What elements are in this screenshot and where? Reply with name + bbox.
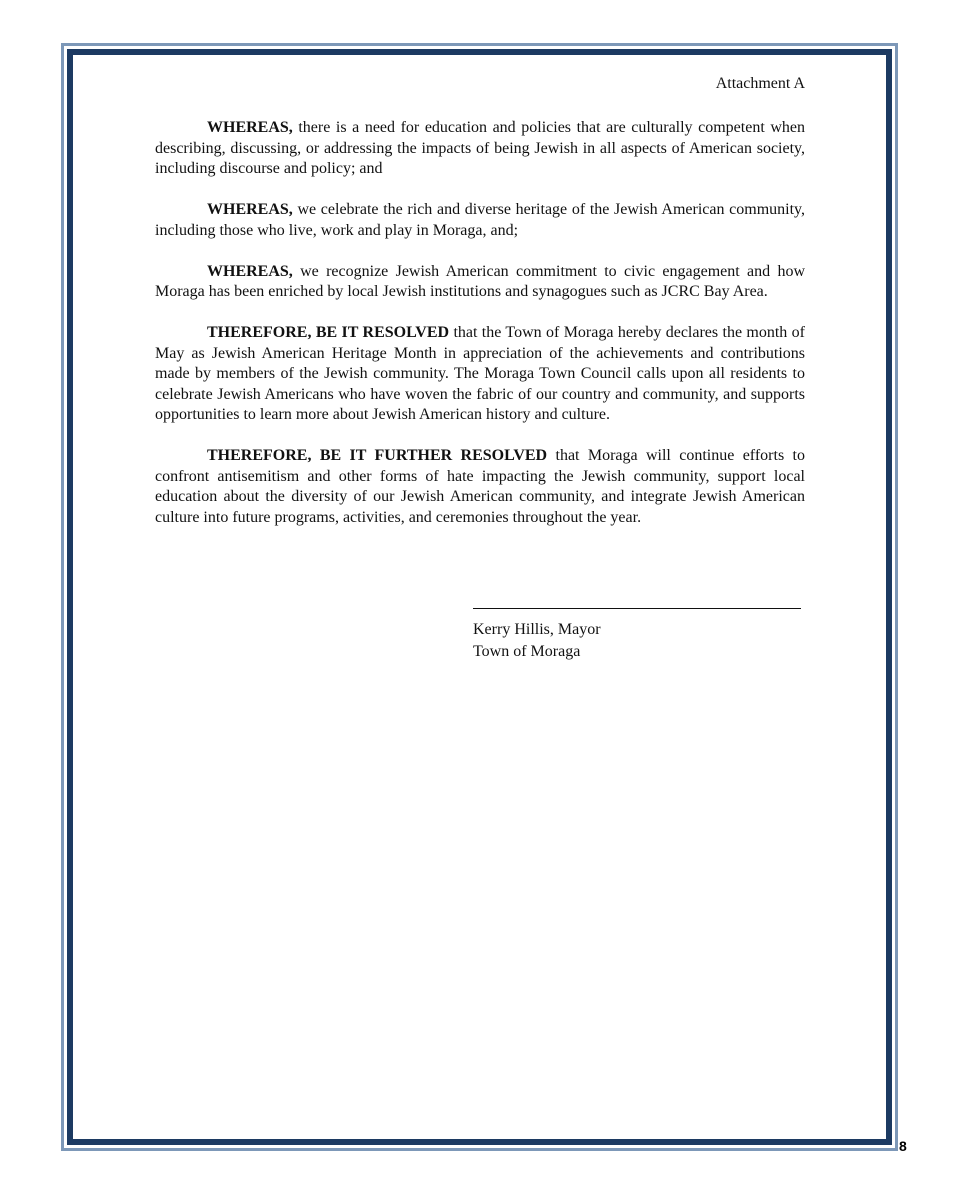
paragraph-lead: WHEREAS, bbox=[207, 262, 293, 280]
paragraph-text: there is a need for education and policies that are culturally competent when describing, discussing, or addressing the impacts of being Jewish in all aspects of American society, including discourse and policy; and bbox=[155, 119, 805, 177]
whereas-paragraph-civic bbox=[155, 262, 805, 303]
signature-line bbox=[473, 608, 801, 609]
paragraph-lead: WHEREAS, bbox=[207, 119, 293, 136]
signer-name-title: Kerry Hillis, Mayor bbox=[473, 621, 601, 638]
paragraph-lead: THEREFORE, BE IT RESOLVED bbox=[207, 324, 450, 341]
attachment-label: Attachment A bbox=[715, 75, 805, 92]
paragraph-text: that Moraga will continue efforts to confront antisemitism and other forms of hate impacting the Jewish community, support local education about the diversity of our Jewish American community, and integrate Jewish American culture into future programs, activities, and ceremonies throughout the year. bbox=[155, 447, 805, 526]
page-number: 8 bbox=[899, 1138, 907, 1154]
whereas-paragraph-education bbox=[155, 118, 805, 180]
signature-block bbox=[473, 608, 803, 663]
signer-organization: Town of Moraga bbox=[473, 643, 581, 660]
paragraph-lead: THEREFORE, BE IT FURTHER RESOLVED bbox=[207, 447, 548, 464]
further-resolved-paragraph bbox=[155, 446, 805, 528]
paragraph-text: we recognize Jewish American commitment to civic engagement and how Moraga has been enriched by local Jewish institutions and synagogues such as JCRC Bay Area. bbox=[155, 262, 805, 300]
paragraph-text: that the Town of Moraga hereby declares the month of May as Jewish American Heritage Month in appreciation of the achievements and contributions made by members of the Jewish community. The Moraga Town Council calls upon all residents to celebrate Jewish Americans who have woven the fabric of our country and community, and supports opportunities to learn more about Jewish American history and culture. bbox=[155, 324, 806, 423]
paragraph-lead: WHEREAS, bbox=[207, 201, 293, 218]
whereas-paragraph-heritage bbox=[155, 200, 805, 241]
resolved-paragraph bbox=[155, 323, 805, 426]
paragraph-text: we celebrate the rich and diverse heritage of the Jewish American community, including those who live, work and play in Moraga, and; bbox=[155, 201, 805, 239]
resolution-body bbox=[155, 118, 805, 549]
